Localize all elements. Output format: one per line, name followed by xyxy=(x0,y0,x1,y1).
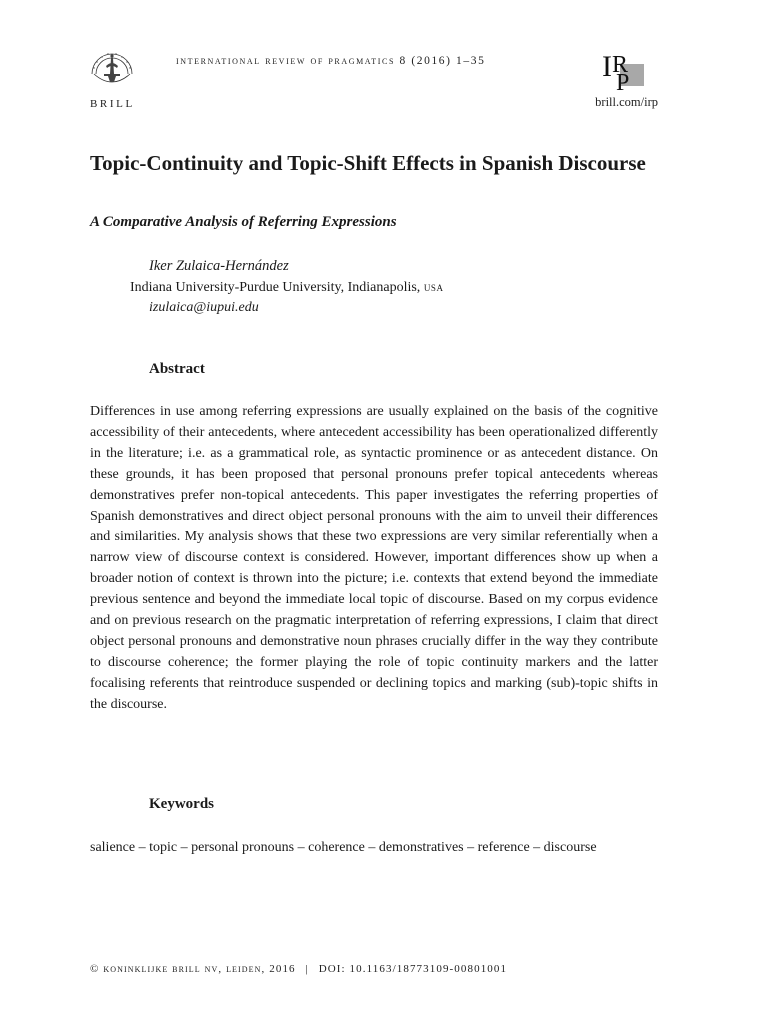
journal-logo xyxy=(598,46,646,92)
abstract-heading: Abstract xyxy=(149,361,205,377)
page-footer xyxy=(90,963,507,975)
irp-logo-icon xyxy=(598,46,646,92)
author-affiliation xyxy=(130,279,444,296)
doi-link[interactable]: DOI: 10.1163/18773109-00801001 xyxy=(318,963,508,975)
keywords-text: salience – topic – personal pronouns – coherence – demonstratives – reference – discourse xyxy=(90,840,597,855)
affiliation-institution: Indiana University-Purdue University, Indianapolis, xyxy=(130,280,421,295)
brill-publisher-logo xyxy=(84,44,140,94)
svg-text:R: R xyxy=(612,52,629,78)
abstract-text: Differences in use among referring expressions are usually explained on the basis of the cognitive accessibility of their antecedents, where antecedent accessibility has been operationalized differently in the literature; i.e. as a grammatical role, as syntactic prominence or as antecedent distance. On these grounds, it has been proposed that personal pronouns prefer topical antecedents whereas demonstratives prefer non-topical antecedents. This paper investigates the referring properties of Spanish demonstratives and direct object personal pronouns with the aim to unveil their differences and similarities. My analysis shows that these two expressions are very similar referentially when a narrow view of discourse context is considered. However, important differences show up when a broader notion of context is thrown into the picture; i.e. contexts that extend beyond the immediate previous sentence and beyond the immediate local topic of discourse. Based on my corpus evidence and on previous research on the pragmatic interpretation of referring expressions, I claim that direct object personal pronouns and demonstrative noun phrases crucially differ in the way they contribute to discourse coherence; the former playing the role of topic continuity markers and the latter focalising referents that reintroduce suspended or declining topics and marking (sub)-topic shifts in the discourse. xyxy=(90,404,658,712)
keywords-heading: Keywords xyxy=(149,796,214,812)
footer-divider: | xyxy=(305,963,309,975)
copyright-notice: koninklijke brill nv, leiden, 2016 xyxy=(103,963,296,975)
copyright-symbol: © xyxy=(90,963,100,975)
affiliation-country: usa xyxy=(423,279,444,294)
brill-seal-icon xyxy=(84,44,140,94)
article-subtitle: A Comparative Analysis of Referring Expressions xyxy=(90,214,397,230)
running-head: international review of pragmatics 8 (2016) 1–35 xyxy=(176,55,486,67)
publisher-name: BRILL xyxy=(90,98,135,110)
author-name: Iker Zulaica-Hernández xyxy=(149,258,289,274)
svg-text:P: P xyxy=(616,70,630,92)
svg-text:I: I xyxy=(602,50,612,83)
author-email-link[interactable]: izulaica@iupui.edu xyxy=(149,300,259,315)
journal-url-link[interactable]: brill.com/irp xyxy=(595,95,658,109)
article-title: Topic-Continuity and Topic-Shift Effects in Spanish Discourse xyxy=(90,151,646,175)
